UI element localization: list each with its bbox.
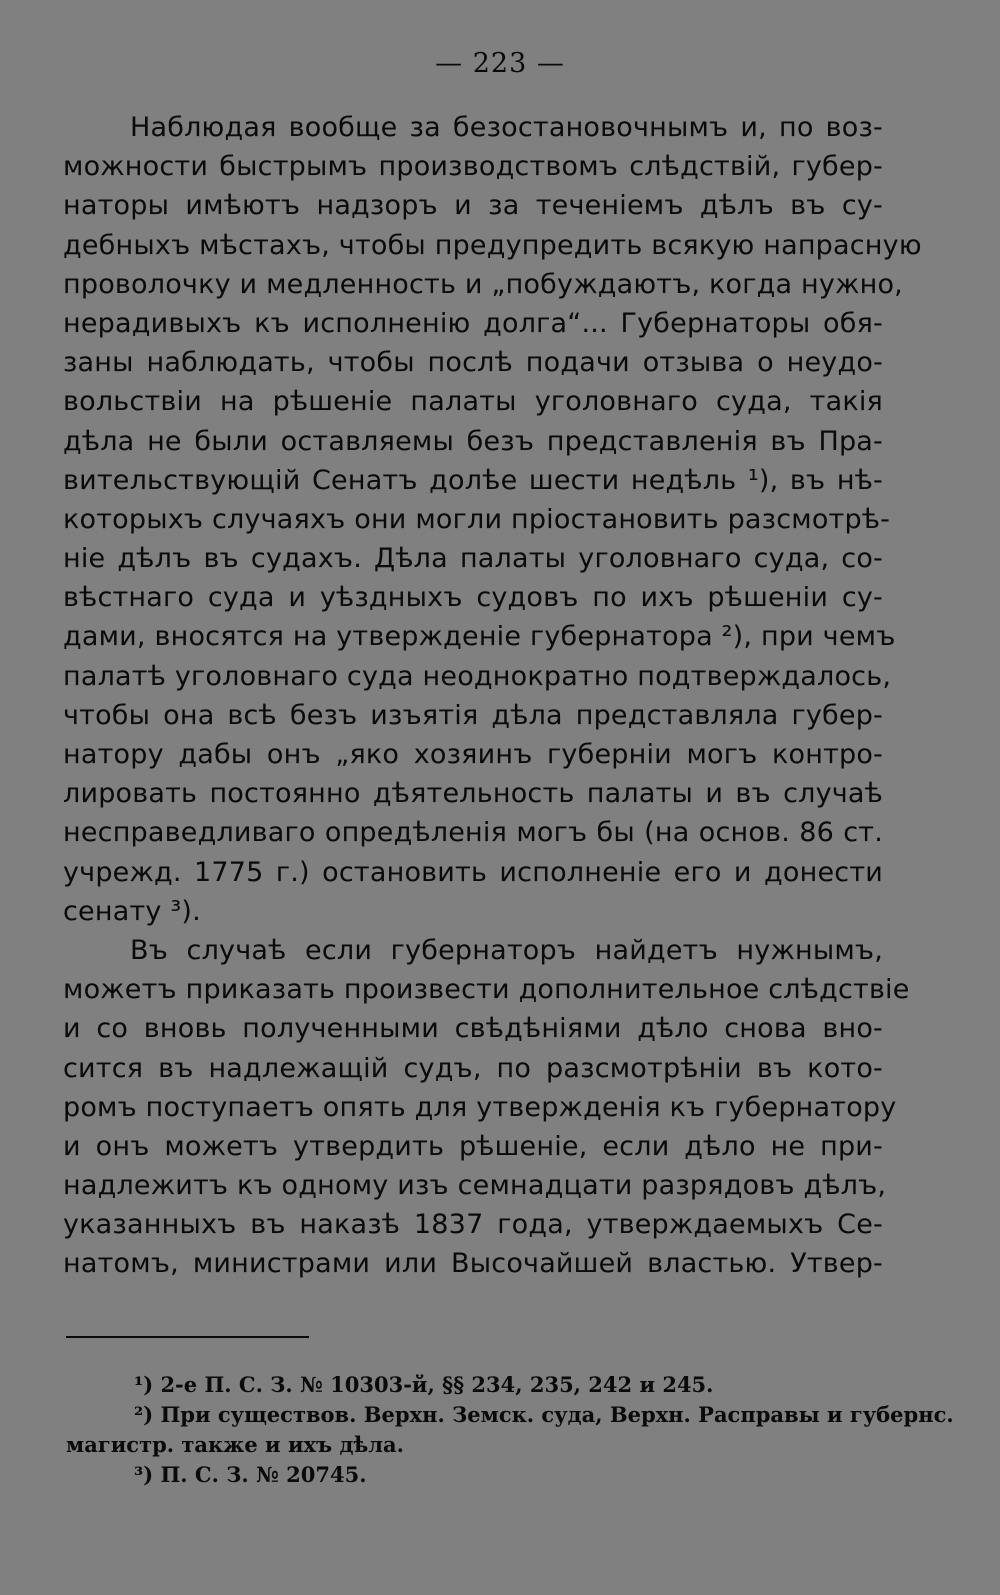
text-line: нерадивыхъ къ исполненію долга“... Губернаторы обя- bbox=[63, 307, 883, 339]
text-line: натору дабы онъ „яко хозяинъ губерніи могъ контро- bbox=[63, 739, 883, 770]
text-line: ніе дѣлъ въ судахъ. Дѣла палаты уголовнаго суда, со- bbox=[63, 543, 883, 575]
text-line: заны наблюдать, чтобы послѣ подачи отзыва о неудо- bbox=[63, 347, 883, 379]
text-line: несправедливаго опредѣленія могъ бы (на основ. 86 ст. bbox=[63, 817, 883, 849]
text-line: наторы имѣютъ надзоръ и за теченіемъ дѣлъ въ су- bbox=[63, 190, 883, 222]
text-line: проволочку и медленность и „побуждаютъ, когда нужно, bbox=[63, 268, 903, 300]
footnote-2-continuation: магистр. также и ихъ дѣла. bbox=[66, 1432, 404, 1457]
page-number: — 223 — bbox=[435, 48, 565, 79]
text-line: палатѣ уголовнаго суда неоднократно подтверждалось, bbox=[63, 660, 892, 692]
text-line: учрежд. 1775 г.) остановить исполненіе его и донести bbox=[63, 856, 883, 888]
text-line: вѣстнаго суда и уѣздныхъ судовъ по ихъ рѣшеніи су- bbox=[63, 582, 883, 614]
text-line: сенату ³). bbox=[63, 895, 201, 927]
text-line: можетъ приказать произвести дополнительное слѣдствіе bbox=[63, 974, 910, 1006]
text-line: сится въ надлежащій судъ, по разсмотрѣніи въ кото- bbox=[63, 1052, 883, 1084]
text-line: которыхъ случаяхъ они могли пріостановить разсмотрѣ- bbox=[63, 503, 891, 535]
footnote-1: ¹) 2-е П. С. З. № 10303-й, §§ 234, 235, 242 и 245. bbox=[134, 1372, 714, 1397]
text-line: натомъ, министрами или Высочайшей властью. Утвер- bbox=[63, 1248, 883, 1280]
footnotes bbox=[66, 1370, 954, 1490]
text-line: чтобы она всѣ безъ изъятія дѣла представляла губер- bbox=[63, 699, 883, 731]
text-line: Въ случаѣ если губернаторъ найдетъ нужнымъ, bbox=[130, 934, 883, 966]
text-line: указанныхъ въ наказѣ 1837 года, утверждаемыхъ Се- bbox=[63, 1209, 883, 1241]
text-line: можности быстрымъ производствомъ слѣдствій, губер- bbox=[63, 151, 883, 183]
text-line: вительствующій Сенатъ долѣе шести недѣль ¹), въ нѣ- bbox=[63, 464, 883, 496]
text-line: дѣла не были оставляемы безъ представленія въ Пра- bbox=[63, 425, 883, 457]
text-line: дами, вносятся на утвержденіе губернатора ²), при чемъ bbox=[63, 621, 896, 653]
text-line: ромъ поступаетъ опять для утвержденія къ губернатору bbox=[63, 1091, 897, 1123]
body-text bbox=[63, 108, 922, 1284]
text-line: надлежитъ къ одному изъ семнадцати разрядовъ дѣлъ, bbox=[63, 1170, 887, 1202]
footnote-3: ³) П. С. З. № 20745. bbox=[134, 1462, 367, 1487]
text-line: и онъ можетъ утвердить рѣшеніе, если дѣло не при- bbox=[63, 1130, 883, 1162]
text-line: вольствіи на рѣшеніе палаты уголовнаго суда, такія bbox=[63, 386, 883, 418]
footnote-divider bbox=[66, 1336, 309, 1338]
text-line: Наблюдая вообще за безостановочнымъ и, по воз- bbox=[130, 112, 883, 143]
text-line: и со вновь полученными свѣдѣніями дѣло снова вно- bbox=[63, 1013, 883, 1045]
text-line: дебныхъ мѣстахъ, чтобы предупредить всякую напрасную bbox=[63, 229, 922, 261]
text-line: лировать постоянно дѣятельность палаты и въ случаѣ bbox=[63, 778, 883, 810]
footnote-2: ²) При существов. Верхн. Земск. суда, Верхн. Расправы и губернс. bbox=[134, 1402, 954, 1427]
